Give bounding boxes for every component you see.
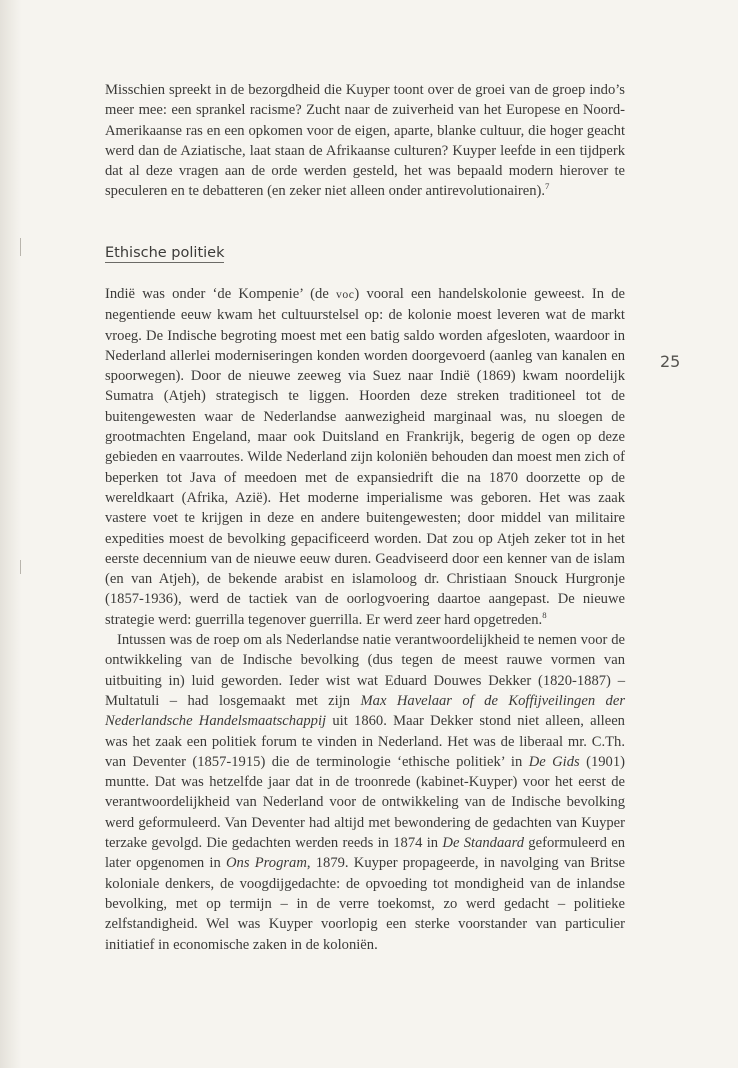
paragraph-2-text-b: uit 1860. Maar Dekker stond niet alleen, alleen was het zaak een politiek forum te vinden in Nederland. Het was de liberaal mr. C.Th. van Deventer (1857-1915) die de terminologie ‘ethische politiek’ in [105,713,625,770]
footnote-ref: 7 [545,181,550,192]
voc-abbreviation: voc [336,288,355,301]
program-title: Ons Program [226,855,307,872]
intro-paragraph [105,80,625,202]
page-binding-edge [0,0,22,1068]
book-title: Max Havelaar of de Koffijveilingen der Nederlandsche Handelsmaatschappij [105,692,626,730]
journal-title: De Gids [528,753,580,770]
intro-paragraph-text: Misschien spreekt in de bezorgdheid die Kuyper toont over de groei van de groep indo’s meer mee: een sprankel racisme? Zucht naar de zuiverheid van het Europese en Noord-Amerikaanse ras en een opkomen voor de eigen, aparte, blanke cultuur, die hoger geacht werd dan de Aziatische, laat staan de Afrikaanse culturen? Kuyper leefde in een tijdperk dat al deze vragen aan de orde werden gesteld, het was bepaald modern hierover te speculeren en te debatteren (en zeker niet alleen onder antirevolutionairen). [105,82,625,200]
paragraph-1-text-b: ) vooral een handelskolonie geweest. In de negentiende eeuw kwam het cultuurstelsel op: de kolonie moest leveren wat de markt vroeg. De Indische begroting moest met een batig saldo worden afgesloten, waardoor in Nederland allerlei moderniseringen konden worden doorgevoerd (aanleg van kanalen en spoorwegen). Door de nieuwe zeeweg via Suez naar Indië (1869) kwam noordelijk Sumatra (Atjeh) strategisch te liggen. Hoorden deze streken traditioneel tot de buitengewesten waar de Nederlandse aanwezigheid marginaal was, nu sloegen de grootmachten Engeland, maar ook Duitsland en Frankrijk, begerig de ogen op deze gebieden en vaarroutes. Wilde Nederland zijn koloniën behouden dan moest men zich of beperken tot Java of meedoen met de expansiedrift die na 1870 doorzette op de wereldkaart (Afrika, Azië). Het moderne imperialisme was geboren. Het was zaak vastere voet te krijgen in deze en andere buitengewesten; door middel van militaire expedities moest de bevolking gepacificeerd worden. Dat zou op Atjeh zeker tot in het eerste decennium van de nieuwe eeuw duren. Geadviseerd door een kenner van de islam (en van Atjeh), de bekende arabist en islamoloog dr. Christiaan Snouck Hurgronje (1857-1936), werd de tactiek van de oorlogvoering daartoe aangepast. De nieuwe strategie werd: guerrilla tegenover guerrilla. Er werd zeer hard opgetreden. [105,286,625,628]
edge-mark [20,560,21,574]
edge-mark [20,238,21,256]
section-heading: Ethische politiek [105,245,225,261]
footnote-ref: 8 [542,609,547,620]
paragraph-2-text-a: Intussen was de roep om als Nederlandse natie verantwoordelijkheid te nemen voor de ontwikkeling van de Indische bevolking (dus tegen de meest rauwe vormen van uitbuiting in) luid geworden. Ieder wist wat Eduard Douwes Dekker (1820-1887) – Multatuli – had losgemaakt met zijn [105,632,625,709]
page-number: 25 [660,352,681,371]
paragraph-2-text-d: geformuleerd en later opgenomen in [105,835,625,872]
paragraph-1 [105,284,625,630]
newspaper-title: De Standaard [442,835,524,852]
paragraph-2 [105,630,625,955]
section-body [105,284,625,955]
paragraph-2-text-e: , 1879. Kuyper propageerde, in navolging van Britse koloniale denkers, de voogdijgedachte: de opvoeding tot mondigheid van de inlandse bevolking, met op termijn – in de verre toekomst, zo werd gedacht – politieke zelfstandigheid. Wel was Kuyper voorlopig een sterke voorstander van particulier initiatief in economische zaken in de koloniën. [105,855,626,953]
paragraph-2-text-c: (1901) muntte. Dat was hetzelfde jaar dat in de troonrede (kabinet-Kuyper) voor het eerst de verantwoordelijkheid van Nederland voor de ontwikkeling van de Indische bevolking werd geformuleerd. Van Deventer had altijd met bewondering de gedachten van Kuyper terzake gevolgd. Die gedachten werden reeds in 1874 in [105,753,625,852]
intro-text [105,80,625,202]
paragraph-1-text-a: Indië was onder ‘de Kompenie’ (de [105,286,337,302]
